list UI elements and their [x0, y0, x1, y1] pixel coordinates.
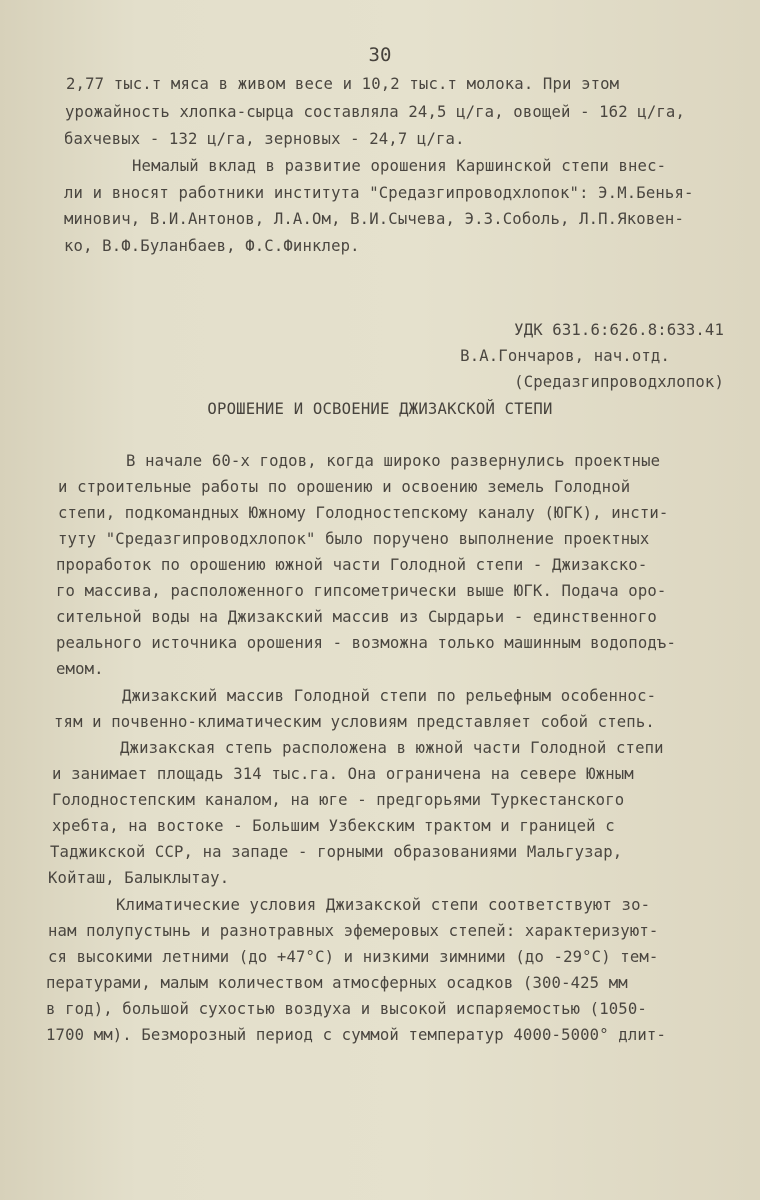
text-line: 2,77 тыс.т мяса в живом весе и 10,2 тыс.т молока. При этом	[66, 75, 620, 93]
body-line: и занимает площадь 314 тыс.га. Она ограничена на севере Южным	[52, 765, 634, 783]
body-line: емом.	[56, 660, 104, 678]
body-line: Койташ, Балыклытау.	[48, 869, 230, 887]
body-line: Джизакский массив Голодной степи по рельефным особеннос-	[122, 687, 657, 705]
body-line: проработок по орошению южной части Голодной степи - Джизакско-	[56, 556, 648, 574]
body-line: го массива, расположенного гипсометрически выше ЮГК. Подача оро-	[56, 582, 667, 600]
body-line: Джизакская степь расположена в южной части Голодной степи	[120, 739, 664, 757]
text-line: ко, В.Ф.Буланбаев, Ф.С.Финклер.	[64, 237, 360, 255]
body-line: Климатические условия Джизакской степи соответствуют зо-	[116, 896, 651, 914]
body-line: тям и почвенно-климатическим условиям представляет собой степь.	[54, 713, 655, 731]
body-line: реального источника орошения - возможна только машинным водоподъ-	[56, 634, 676, 652]
body-line: хребта, на востоке - Большим Узбекским трактом и границей с	[52, 817, 615, 835]
page-number: 30	[368, 44, 392, 66]
body-line: Голодностепским каналом, на юге - предгорьями Туркестанского	[52, 791, 625, 809]
text-line: ли и вносят работники института "Средазгипроводхлопок": Э.М.Бенья-	[64, 184, 694, 202]
text-line: минович, В.И.Антонов, Л.А.Ом, В.И.Сычева, Э.З.Соболь, Л.П.Яковен-	[64, 210, 684, 228]
body-line: туту "Средазгипроводхлопок" было поручено выполнение проектных	[58, 530, 650, 548]
body-line: степи, подкомандных Южному Голодностепскому каналу (ЮГК), инсти-	[58, 504, 669, 522]
body-line: нам полупустынь и разнотравных эфемеровых степей: характеризуют-	[48, 922, 659, 940]
article-title: ОРОШЕНИЕ И ОСВОЕНИЕ ДЖИЗАКСКОЙ СТЕПИ	[207, 400, 553, 418]
text-line: Немалый вклад в развитие орошения Каршинской степи внес-	[132, 157, 667, 175]
body-line: и строительные работы по орошению и освоению земель Голодной	[58, 478, 631, 496]
author-line: В.А.Гончаров, нач.отд.	[460, 347, 670, 365]
body-line: в год), большой сухостью воздуха и высокой испаряемостью (1050-	[46, 1000, 647, 1018]
organization-line: (Средазгипроводхлопок)	[514, 373, 724, 391]
body-line: сительной воды на Джизакский массив из Сырдарьи - единственного	[56, 608, 657, 626]
body-line: В начале 60-х годов, когда широко развернулись проектные	[126, 452, 661, 470]
text-line: урожайность хлопка-сырца составляла 24,5 ц/га, овощей - 162 ц/га,	[65, 103, 685, 121]
text-line: бахчевых - 132 ц/га, зерновых - 24,7 ц/га.	[64, 130, 465, 148]
body-line: 1700 мм). Безморозный период с суммой температур 4000-5000° длит-	[46, 1026, 666, 1044]
body-line: пературами, малым количеством атмосферных осадков (300-425 мм	[46, 974, 628, 992]
body-line: ся высокими летними (до +47°С) и низкими зимними (до -29°С) тем-	[48, 948, 659, 966]
udc-code: УДК 631.6:626.8:633.41	[514, 321, 724, 339]
body-line: Таджикской ССР, на западе - горными образованиями Мальгузар,	[50, 843, 623, 861]
